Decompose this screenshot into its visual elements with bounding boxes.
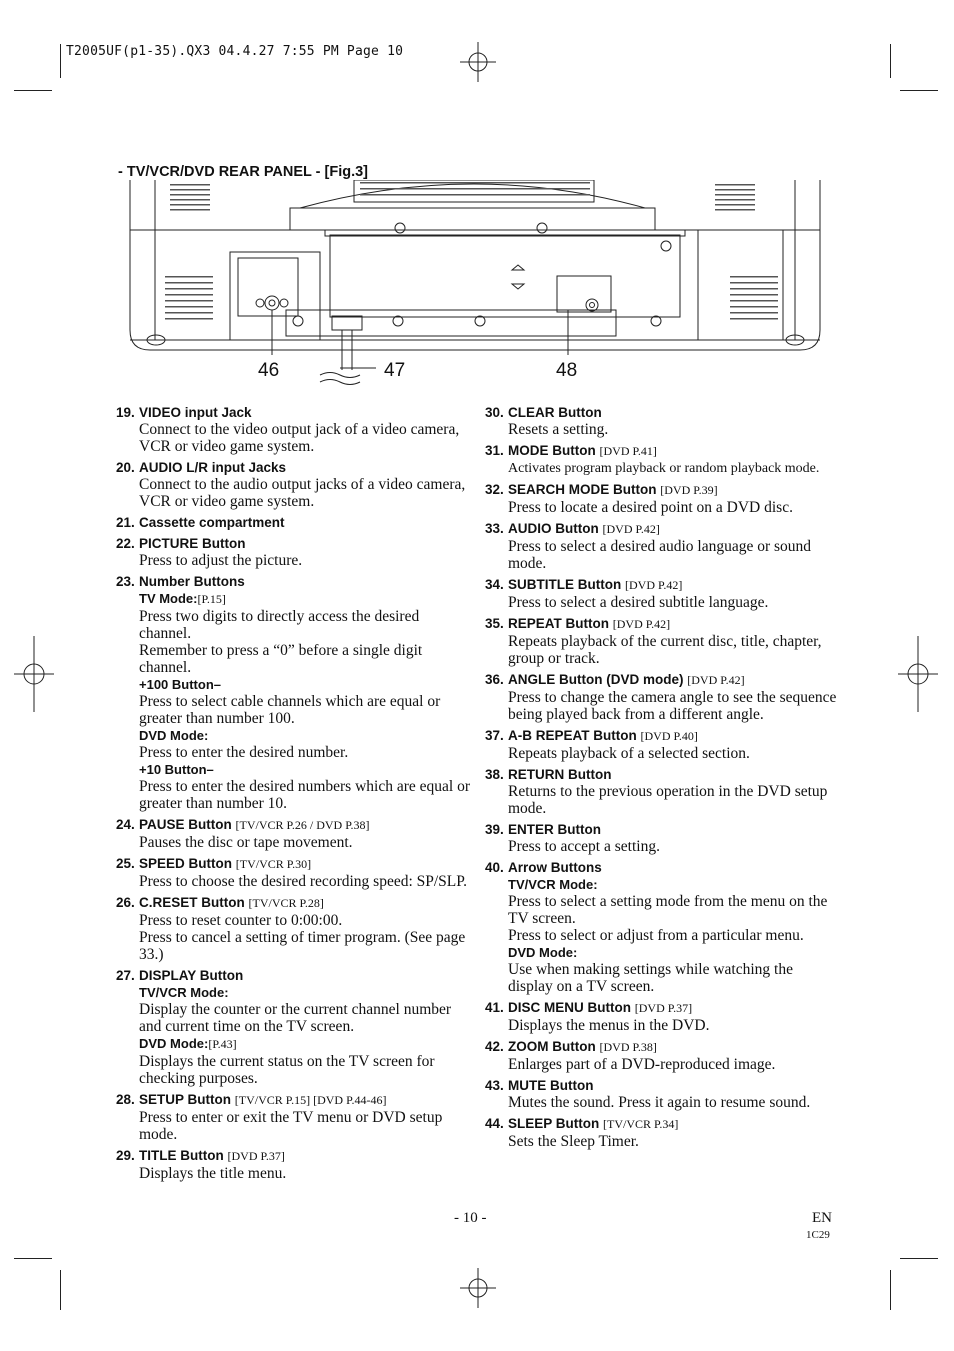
page-reference: [TV/VCR P.34] <box>603 1117 679 1131</box>
mode-subheading <box>508 876 841 893</box>
item-number: 41. <box>485 1000 504 1015</box>
item-description: Press to enter the desired number. <box>139 744 349 761</box>
page-reference: [P.43] <box>208 1037 237 1051</box>
mode-subheading-text: +100 Button– <box>139 677 221 692</box>
page-reference: [TV/VCR P.15] [DVD P.44-46] <box>234 1093 387 1107</box>
registration-mark-right <box>898 636 938 712</box>
list-item <box>485 520 841 572</box>
item-number: 29. <box>116 1148 135 1163</box>
item-heading <box>139 894 472 912</box>
mode-subheading-text: DVD Mode: <box>139 1036 209 1051</box>
item-description: Mutes the sound. Press it again to resume sound. <box>508 1094 811 1111</box>
mode-subheading <box>139 1035 472 1053</box>
page-reference: [DVD P.37] <box>227 1149 285 1163</box>
mode-subheading-text: TV/VCR Mode: <box>139 985 229 1000</box>
mode-subheading-text: TV/VCR Mode: <box>508 877 598 892</box>
item-heading-text: AUDIO L/R input Jacks <box>139 460 287 475</box>
item-description: Repeats playback of a selected section. <box>508 745 750 762</box>
list-item <box>485 442 841 477</box>
list-item <box>116 404 472 455</box>
item-heading-text: SLEEP Button <box>508 1116 600 1131</box>
item-heading <box>508 442 841 460</box>
item-heading-text: REPEAT Button <box>508 616 609 631</box>
item-number: 43. <box>485 1078 504 1093</box>
page-reference: [TV/VCR P.28] <box>248 896 324 910</box>
page-reference: [DVD P.40] <box>640 729 698 743</box>
item-heading <box>508 481 841 499</box>
item-heading <box>139 514 472 531</box>
item-description: Connect to the video output jack of a video camera, VCR or video game system. <box>139 421 460 455</box>
crop-mark <box>60 1270 61 1310</box>
item-number: 21. <box>116 515 135 530</box>
item-heading <box>139 1147 472 1165</box>
list-item <box>485 1038 841 1073</box>
mode-subheading <box>139 727 472 744</box>
item-number: 35. <box>485 616 504 631</box>
item-number: 31. <box>485 443 504 458</box>
item-heading <box>139 816 472 834</box>
item-description: Press to select a desired audio language or sound mode. <box>508 538 812 572</box>
page-number: - 10 - <box>454 1210 487 1226</box>
item-number: 30. <box>485 405 504 420</box>
list-item <box>116 514 472 531</box>
crop-mark <box>60 44 61 78</box>
list-item <box>116 535 472 569</box>
item-description: Press to choose the desired recording speed: SP/SLP. <box>139 873 468 890</box>
item-heading <box>508 576 841 594</box>
item-description: Resets a setting. <box>508 421 609 438</box>
list-item <box>116 967 472 1087</box>
callout-46: 46 <box>258 360 280 381</box>
page-reference: [TV/VCR P.30] <box>235 857 312 871</box>
item-number: 38. <box>485 767 504 782</box>
page-reference: [DVD P.37] <box>634 1001 693 1015</box>
item-number: 34. <box>485 577 504 592</box>
item-heading-text: AUDIO Button <box>508 521 599 536</box>
item-heading-text: MUTE Button <box>508 1078 594 1093</box>
item-description: Connect to the audio output jacks of a video camera, VCR or video game system. <box>139 476 466 510</box>
item-number: 22. <box>116 536 135 551</box>
item-description: Pauses the disc or tape movement. <box>139 834 353 851</box>
item-heading-text: A-B REPEAT Button <box>508 728 637 743</box>
page-reference: [P.15] <box>197 592 226 606</box>
item-number: 23. <box>116 574 135 589</box>
left-column <box>116 404 472 1186</box>
crop-mark <box>890 44 891 78</box>
rear-panel-figure <box>120 180 830 390</box>
page-reference: [DVD P.42] <box>625 578 683 592</box>
item-heading-text: Arrow Buttons <box>508 860 602 875</box>
page-reference: [TV/VCR P.26 / DVD P.38] <box>235 818 370 832</box>
item-description: Sets the Sleep Timer. <box>508 1133 639 1150</box>
item-description: Press to accept a setting. <box>508 838 660 855</box>
item-heading-text: MODE Button <box>508 443 596 458</box>
item-heading-text: Number Buttons <box>139 574 245 589</box>
mode-subheading-text: DVD Mode: <box>508 945 578 960</box>
list-item <box>116 894 472 963</box>
mode-subheading <box>508 944 841 961</box>
item-number: 33. <box>485 521 504 536</box>
print-code: 1C29 <box>806 1229 830 1241</box>
item-description: Display the counter or the current channel number and current time on the TV screen. <box>139 1001 452 1035</box>
page-reference: [DVD P.42] <box>687 673 745 687</box>
item-heading <box>508 727 841 745</box>
mode-subheading <box>139 590 472 608</box>
item-heading <box>508 1077 841 1094</box>
item-number: 40. <box>485 860 504 875</box>
item-number: 36. <box>485 672 504 687</box>
list-item <box>485 999 841 1034</box>
item-heading-text: VIDEO input Jack <box>139 405 252 420</box>
crop-mark <box>900 1258 938 1259</box>
page-reference: [DVD P.39] <box>660 483 718 497</box>
item-description: Returns to the previous operation in the DVD setup mode. <box>508 783 828 817</box>
item-description: Displays the title menu. <box>139 1165 287 1182</box>
callout-47: 47 <box>384 360 406 381</box>
item-heading <box>508 766 841 783</box>
mode-subheading <box>139 676 472 693</box>
item-number: 20. <box>116 460 135 475</box>
item-heading <box>508 671 841 689</box>
item-number: 42. <box>485 1039 504 1054</box>
item-heading-text: SPEED Button <box>139 856 232 871</box>
item-description: Press to select a setting mode from the menu on the TV screen. <box>508 893 828 927</box>
printer-slug: T2005UF(p1-35).QX3 04.4.27 7:55 PM Page 10 <box>66 44 404 59</box>
item-number: 28. <box>116 1092 135 1107</box>
page-reference: [DVD P.42] <box>612 617 671 631</box>
item-heading <box>508 615 841 633</box>
item-heading <box>139 1091 472 1109</box>
list-item <box>116 1091 472 1143</box>
item-description: Press to change the camera angle to see the sequence being played back from a different angle. <box>508 689 837 723</box>
item-description: Use when making settings while watching the display on a TV screen. <box>508 961 793 995</box>
item-description: Displays the current status on the TV screen for checking purposes. <box>139 1053 435 1087</box>
section-title: - TV/VCR/DVD REAR PANEL - [Fig.3] <box>118 164 368 180</box>
mode-subheading-text: DVD Mode: <box>139 728 209 743</box>
registration-mark-top <box>460 42 496 82</box>
list-item <box>116 855 472 890</box>
item-heading <box>508 1038 841 1056</box>
item-description: Press to select or adjust from a particular menu. <box>508 927 804 944</box>
list-item <box>485 576 841 611</box>
item-heading-text: ZOOM Button <box>508 1039 596 1054</box>
item-heading <box>139 573 472 590</box>
item-description: Press to cancel a setting of timer program. (See page 33.) <box>139 929 466 963</box>
item-number: 26. <box>116 895 135 910</box>
crop-mark <box>890 1270 891 1310</box>
list-item <box>485 404 841 438</box>
list-item <box>485 1115 841 1150</box>
item-heading-text: C.RESET Button <box>139 895 245 910</box>
item-number: 37. <box>485 728 504 743</box>
item-heading-text: PICTURE Button <box>139 536 246 551</box>
language-code: EN <box>812 1210 832 1226</box>
item-description: Press to locate a desired point on a DVD disc. <box>508 499 793 516</box>
item-heading-text: DISC MENU Button <box>508 1000 631 1015</box>
item-number: 24. <box>116 817 135 832</box>
page-reference: [DVD P.41] <box>599 444 657 458</box>
item-description: Press to enter or exit the TV menu or DVD setup mode. <box>139 1109 443 1143</box>
item-heading <box>508 999 841 1017</box>
item-heading <box>508 1115 841 1133</box>
item-description: Enlarges part of a DVD-reproduced image. <box>508 1056 776 1073</box>
registration-mark-left <box>14 636 54 712</box>
crop-mark <box>14 90 52 91</box>
item-heading <box>139 535 472 552</box>
item-heading-text: CLEAR Button <box>508 405 602 420</box>
list-item <box>485 766 841 817</box>
item-description: Repeats playback of the current disc, title, chapter, group or track. <box>508 633 822 667</box>
item-description: Press to select cable channels which are equal or greater than number 100. <box>139 693 441 727</box>
item-description: Press two digits to directly access the desired channel. <box>139 608 420 642</box>
list-item <box>485 821 841 855</box>
page-reference: [DVD P.38] <box>599 1040 657 1054</box>
mode-subheading <box>139 761 472 778</box>
item-description: Press to select a desired subtitle language. <box>508 594 769 611</box>
item-description: Displays the menus in the DVD. <box>508 1017 710 1034</box>
item-heading <box>508 404 841 421</box>
list-item <box>116 1147 472 1182</box>
crop-mark <box>900 90 938 91</box>
item-description: Press to enter the desired numbers which are equal or greater than number 10. <box>139 778 470 812</box>
item-heading-text: SETUP Button <box>139 1092 231 1107</box>
item-heading-text: Cassette compartment <box>139 515 285 530</box>
list-item <box>116 816 472 851</box>
item-number: 39. <box>485 822 504 837</box>
list-item <box>116 459 472 510</box>
right-column <box>485 404 841 1154</box>
item-heading <box>139 967 472 984</box>
page-reference: [DVD P.42] <box>602 522 660 536</box>
item-heading-text: PAUSE Button <box>139 817 232 832</box>
item-heading <box>508 821 841 838</box>
item-number: 32. <box>485 482 504 497</box>
list-item <box>485 671 841 723</box>
item-heading <box>139 404 472 421</box>
item-heading-text: DISPLAY Button <box>139 968 244 983</box>
callout-48: 48 <box>556 360 578 381</box>
mode-subheading-text: TV Mode: <box>139 591 198 606</box>
item-description: Remember to press a “0” before a single digit channel. <box>139 642 423 676</box>
item-number: 44. <box>485 1116 504 1131</box>
item-description: Press to reset counter to 0:00:00. <box>139 912 343 929</box>
list-item <box>485 481 841 516</box>
item-heading-text: SUBTITLE Button <box>508 577 622 592</box>
item-heading-text: ANGLE Button (DVD mode) <box>508 672 684 687</box>
list-item <box>485 615 841 667</box>
item-heading <box>139 855 472 873</box>
mode-subheading <box>139 984 472 1001</box>
mode-subheading-text: +10 Button– <box>139 762 214 777</box>
list-item <box>485 859 841 995</box>
item-heading-text: ENTER Button <box>508 822 601 837</box>
item-heading-text: TITLE Button <box>139 1148 224 1163</box>
item-description: Activates program playback or random playback mode. <box>508 461 820 476</box>
list-item <box>485 727 841 762</box>
list-item <box>485 1077 841 1111</box>
item-heading <box>139 459 472 476</box>
item-description: Press to adjust the picture. <box>139 552 303 569</box>
registration-mark-bottom <box>460 1268 496 1308</box>
item-number: 19. <box>116 405 135 420</box>
item-number: 27. <box>116 968 135 983</box>
item-heading-text: RETURN Button <box>508 767 612 782</box>
item-heading <box>508 859 841 876</box>
item-number: 25. <box>116 856 135 871</box>
item-heading-text: SEARCH MODE Button <box>508 482 657 497</box>
list-item <box>116 573 472 812</box>
item-heading <box>508 520 841 538</box>
crop-mark <box>14 1258 52 1259</box>
